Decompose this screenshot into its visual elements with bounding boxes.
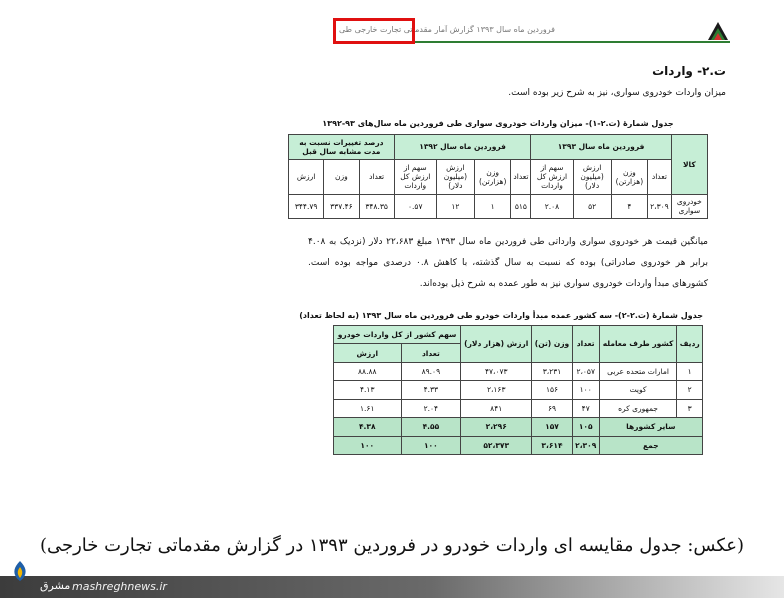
- origin-countries-table: [333, 325, 703, 455]
- h-count-1392: تعداد: [511, 159, 531, 194]
- col-country: کشور طرف معامله: [599, 326, 677, 363]
- table-row: ۱ امارات متحده عربی ۲،۰۵۷ ۳،۲۳۱ ۴۷،۰۷۳ ۸۹.۰۹ ۸۸.۸۸: [334, 362, 703, 380]
- col-share-count: تعداد: [401, 344, 461, 362]
- col-item: کالا: [671, 135, 707, 195]
- col-value: ارزش (هزار دلار): [461, 326, 532, 363]
- col-share-value: ارزش: [334, 344, 402, 362]
- group-change: درصد تغییرات نسبت به مدت مشابه سال قبل: [289, 135, 395, 160]
- h-chg-value: ارزش: [289, 159, 324, 194]
- h-weight-1392: وزن (هزارتن): [474, 159, 510, 194]
- h-count-1393: تعداد: [648, 159, 672, 194]
- table2-caption: جدول شمارهٔ (ت.۲-۲)- سه کشور عمده مبدأ واردات خودرو طی فروردین ماه سال ۱۳۹۳ (به لحاظ تعداد): [299, 311, 703, 320]
- mashregh-logo-icon: [10, 560, 30, 582]
- intro-text: میزان واردات خودروی سواری، نیز به شرح زیر بوده است.: [508, 88, 726, 98]
- group-1392: فروردین ماه سال ۱۳۹۲: [394, 135, 531, 160]
- col-row-number: ردیف: [677, 326, 703, 363]
- h-share-1393: سهم از ارزش کل واردات: [531, 159, 573, 194]
- h-value-1392: ارزش (میلیون دلار): [436, 159, 474, 194]
- col-share-group: سهم کشور از کل واردات خودرو: [334, 326, 461, 344]
- others-row: سایر کشورها ۱۰۵ ۱۵۷ ۲،۲۹۶ ۴.۵۵ ۴.۳۸: [334, 418, 703, 436]
- header-title: گزارش آمار مقدماتی تجارت خارجی طی: [339, 25, 474, 34]
- group-1393: فروردین ماه سال ۱۳۹۳: [531, 135, 671, 160]
- col-weight: وزن (تن): [532, 326, 573, 363]
- footer-domain-link[interactable]: mashreghnews.ir: [72, 580, 167, 593]
- car-imports-table: [288, 134, 708, 219]
- table-row: ۲ کویت ۱۰۰ ۱۵۶ ۲،۱۶۳ ۴.۳۳ ۴.۱۳: [334, 381, 703, 399]
- table1-caption: جدول شمارهٔ (ت.۲-۱)- میزان واردات خودروی سواری طی فروردین ماه سال‌های ۹۳-۱۳۹۲: [322, 119, 674, 128]
- table-row: خودروی سواری ۲،۳۰۹ ۴ ۵۲ ۲.۰۸ ۵۱۵ ۱ ۱۲ ۰.۵۷ ۳۴۸.۳۵ ۳۳۷.۴۶ ۳۴۴.۷۹: [289, 194, 708, 219]
- h-share-1392: سهم از ارزش کل واردات: [394, 159, 436, 194]
- h-chg-weight: وزن: [324, 159, 359, 194]
- table-row: ۳ جمهوری کره ۴۷ ۶۹ ۸۴۱ ۲.۰۴ ۱.۶۱: [334, 399, 703, 417]
- h-weight-1393: وزن (هزارتن): [611, 159, 647, 194]
- footer-brand: مشرق: [40, 579, 71, 592]
- header-highlighted-text: فروردین ماه سال ۱۳۹۳: [476, 25, 555, 34]
- photo-caption: (عکس: جدول مقایسه ای واردات خودرو در فروردین ۱۳۹۳ در گزارش مقدماتی تجارت خارجی): [39, 535, 745, 556]
- organization-logo-icon: [706, 20, 730, 42]
- total-row: جمع ۲،۳۰۹ ۳،۶۱۴ ۵۲،۳۷۳ ۱۰۰ ۱۰۰: [334, 436, 703, 454]
- h-value-1393: ارزش (میلیون دلار): [573, 159, 611, 194]
- body-paragraph: میانگین قیمت هر خودروی سواری وارداتی طی فروردین ماه سال ۱۳۹۳ مبلغ ۲۲،۶۸۳ دلار (نزدیک به ۴.۰۸ برابر هر خودروی صادراتی) بوده که نسبت به سال گذشته، با کاهش ۰.۸ درصدی مواجه بوده است. کشورهای مبدأ واردات خودروی سواری نیز به طور عمده به شرح ذیل بوده‌اند.: [308, 237, 708, 289]
- h-chg-count: تعداد: [359, 159, 394, 194]
- section-heading: ت.۲- واردات: [652, 64, 726, 78]
- highlight-box: [333, 18, 415, 44]
- col-count: تعداد: [572, 326, 599, 363]
